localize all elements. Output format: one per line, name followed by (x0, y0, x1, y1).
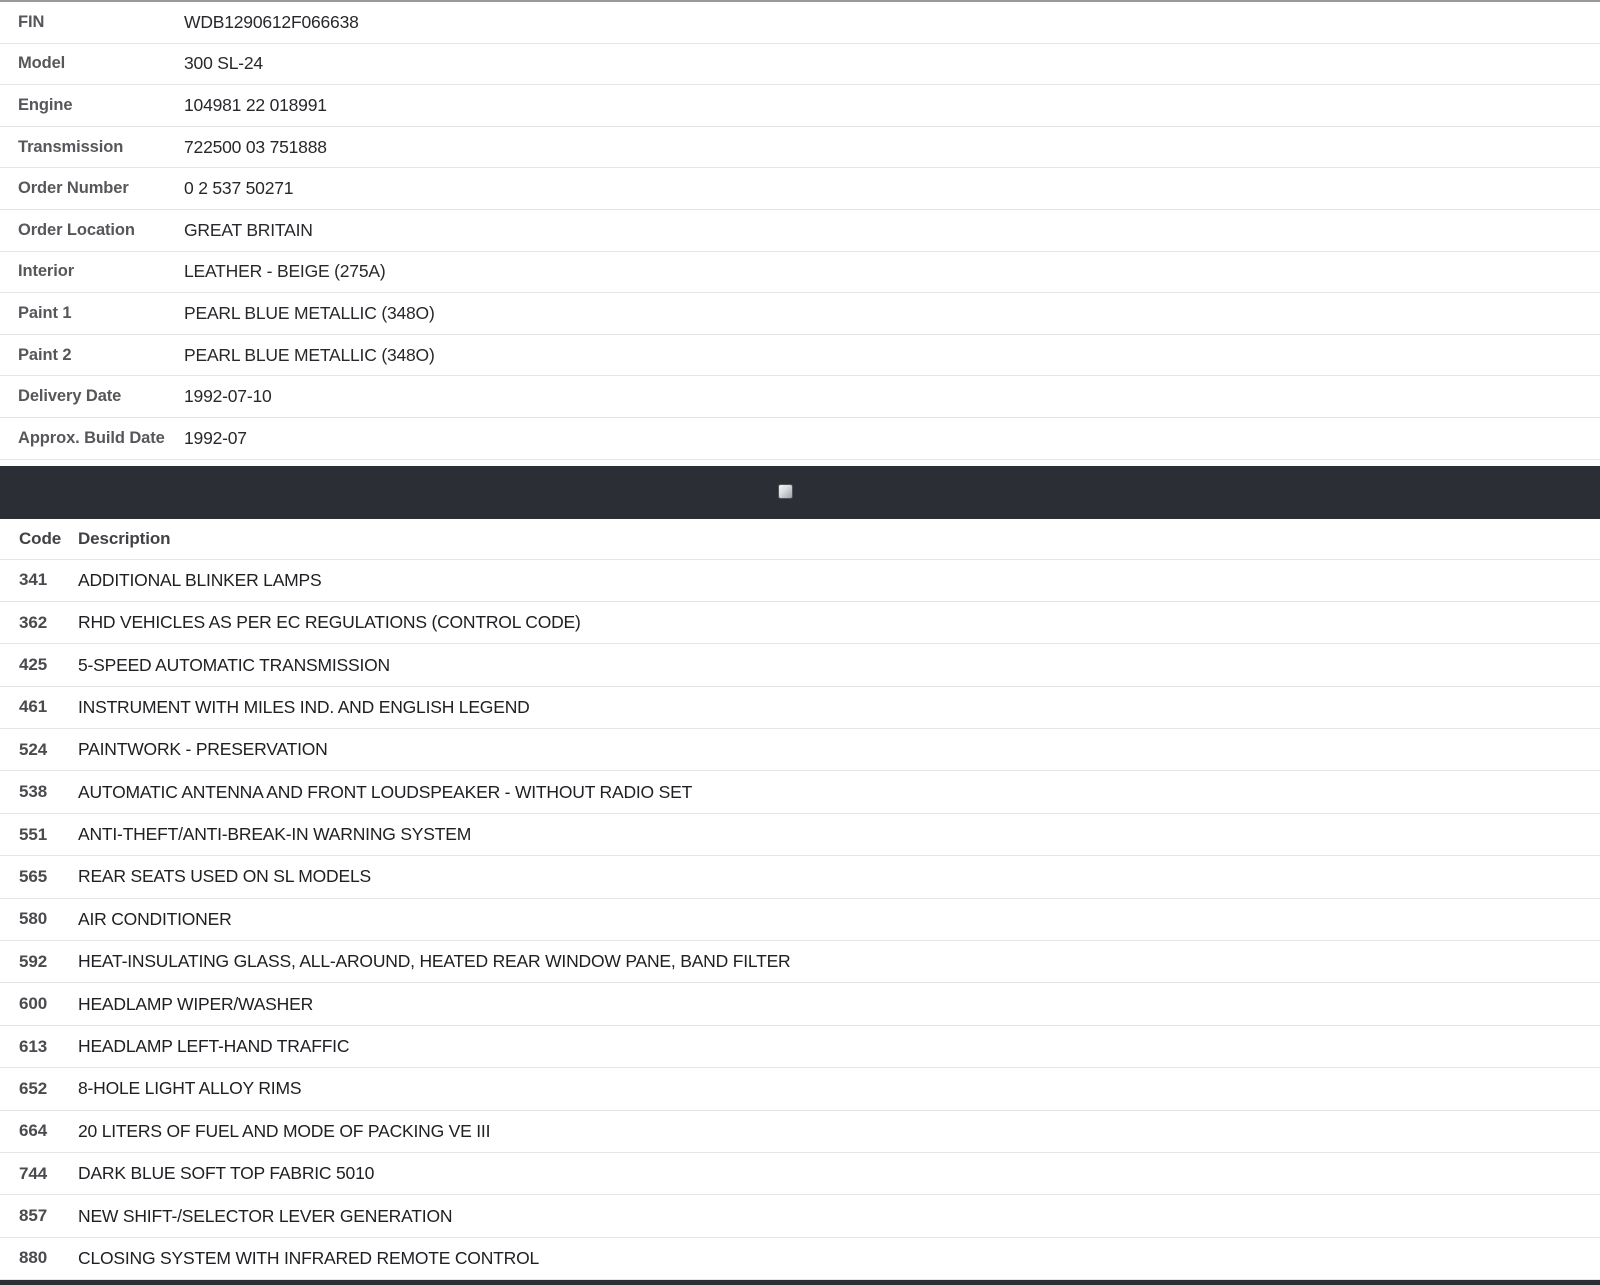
vehicle-info-value: 104981 22 018991 (184, 94, 327, 115)
vehicle-info-label: Delivery Date (18, 387, 122, 406)
option-code: 551 (19, 824, 48, 844)
vehicle-info-table (0, 2, 1600, 460)
broken-image-icon (779, 485, 792, 498)
option-code: 425 (19, 655, 48, 674)
option-code: 362 (19, 612, 48, 632)
vehicle-info-value: LEATHER - BEIGE (275A) (184, 261, 386, 282)
vehicle-info-row (0, 293, 1600, 335)
vehicle-info-row (0, 127, 1600, 169)
option-code: 461 (19, 697, 48, 717)
option-description: 8-HOLE LIGHT ALLOY RIMS (78, 1078, 302, 1099)
option-description: AUTOMATIC ANTENNA AND FRONT LOUDSPEAKER - WITHOUT RADIO SET (78, 781, 693, 802)
option-description: PAINTWORK - PRESERVATION (78, 739, 328, 760)
vehicle-info-label: Interior (18, 262, 75, 281)
option-description: ADDITIONAL BLINKER LAMPS (78, 569, 322, 590)
vehicle-info-label: Order Location (18, 220, 135, 239)
option-code: 664 (19, 1121, 48, 1141)
option-code: 880 (19, 1248, 48, 1268)
option-code: 592 (19, 951, 48, 971)
option-row (0, 602, 1600, 644)
option-row (0, 644, 1600, 686)
vehicle-info-row (0, 252, 1600, 294)
option-code: 524 (19, 739, 48, 759)
vehicle-info-row (0, 418, 1600, 460)
option-description: NEW SHIFT-/SELECTOR LEVER GENERATION (78, 1205, 453, 1226)
vehicle-info-row (0, 44, 1600, 86)
option-description: HEADLAMP LEFT-HAND TRAFFIC (78, 1036, 350, 1057)
option-description: DARK BLUE SOFT TOP FABRIC 5010 (78, 1163, 375, 1184)
vehicle-info-value: 722500 03 751888 (184, 136, 327, 157)
option-row (0, 941, 1600, 983)
option-row (0, 856, 1600, 898)
options-table-header (0, 519, 1600, 560)
option-description: 20 LITERS OF FUEL AND MODE OF PACKING VE III (78, 1120, 491, 1141)
option-row (0, 1068, 1600, 1110)
option-row (0, 771, 1600, 813)
option-description: RHD VEHICLES AS PER EC REGULATIONS (CONTROL CODE) (78, 612, 581, 633)
option-row (0, 687, 1600, 729)
description-column-header: Description (78, 528, 171, 548)
vehicle-info-row (0, 168, 1600, 210)
option-code: 565 (19, 866, 48, 886)
vehicle-info-row (0, 210, 1600, 252)
vehicle-info-label: Paint 1 (18, 303, 72, 322)
option-description: HEADLAMP WIPER/WASHER (78, 993, 314, 1014)
option-code: 538 (19, 782, 48, 802)
vehicle-info-value: 1992-07-10 (184, 386, 272, 407)
option-code: 744 (19, 1163, 48, 1183)
vehicle-info-value: PEARL BLUE METALLIC (348O) (184, 302, 435, 323)
option-description: CLOSING SYSTEM WITH INFRARED REMOTE CONTROL (78, 1247, 540, 1268)
option-code: 580 (19, 909, 48, 929)
option-row (0, 1238, 1600, 1280)
vehicle-info-label: Order Number (18, 179, 129, 198)
vehicle-info-row (0, 376, 1600, 418)
vehicle-info-value: WDB1290612F066638 (184, 11, 359, 32)
option-description: ANTI-THEFT/ANTI-BREAK-IN WARNING SYSTEM (78, 824, 472, 845)
option-code: 652 (19, 1078, 48, 1098)
code-column-header: Code (19, 528, 62, 548)
option-code: 857 (19, 1206, 48, 1226)
option-code: 341 (19, 570, 48, 590)
option-row (0, 1026, 1600, 1068)
vehicle-info-row (0, 335, 1600, 377)
option-row (0, 1195, 1600, 1237)
options-table-body (0, 560, 1600, 1281)
vehicle-info-value: GREAT BRITAIN (184, 219, 313, 240)
vehicle-info-row (0, 85, 1600, 127)
section-divider-bar (0, 466, 1600, 519)
option-row (0, 899, 1600, 941)
option-row (0, 1111, 1600, 1153)
option-description: 5-SPEED AUTOMATIC TRANSMISSION (78, 654, 390, 675)
option-row (0, 560, 1600, 602)
vehicle-info-label: Approx. Build Date (18, 428, 165, 447)
vehicle-info-value: 1992-07 (184, 427, 247, 448)
options-table (0, 519, 1600, 1281)
vehicle-info-label: Paint 2 (18, 345, 72, 364)
vehicle-info-label: Engine (18, 95, 73, 114)
option-code: 613 (19, 1036, 48, 1056)
option-description: AIR CONDITIONER (78, 908, 232, 929)
next-section-bar-edge (0, 1280, 1600, 1285)
vehicle-info-value: 300 SL-24 (184, 53, 263, 74)
option-row (0, 814, 1600, 856)
option-description: HEAT-INSULATING GLASS, ALL-AROUND, HEATED REAR WINDOW PANE, BAND FILTER (78, 951, 791, 972)
option-row (0, 983, 1600, 1025)
option-description: INSTRUMENT WITH MILES IND. AND ENGLISH LEGEND (78, 696, 530, 717)
vehicle-info-label: Transmission (18, 137, 124, 156)
option-code: 600 (19, 994, 48, 1014)
vehicle-info-value: PEARL BLUE METALLIC (348O) (184, 344, 435, 365)
vehicle-info-label: FIN (18, 12, 45, 31)
vehicle-info-row (0, 2, 1600, 44)
vehicle-info-value: 0 2 537 50271 (184, 178, 294, 199)
option-row (0, 729, 1600, 771)
vehicle-info-label: Model (18, 54, 66, 73)
option-description: REAR SEATS USED ON SL MODELS (78, 866, 371, 887)
option-row (0, 1153, 1600, 1195)
